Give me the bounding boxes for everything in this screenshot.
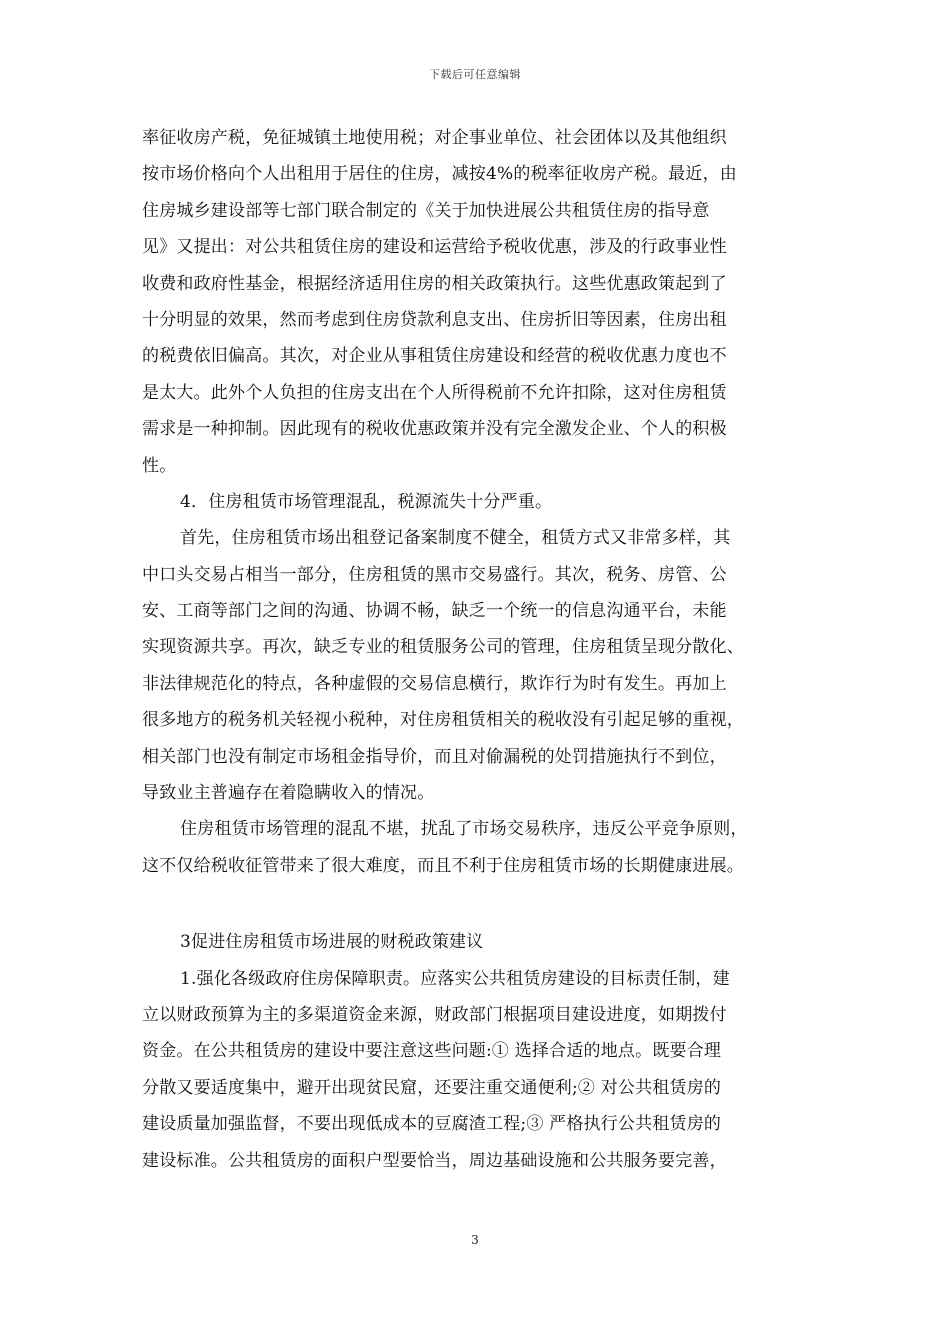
section-heading-3: 3促进住房租赁市场进展的财税政策建议 xyxy=(180,932,484,953)
section-heading-4: 4．住房租赁市场管理混乱，税源流失十分严重。 xyxy=(180,491,553,512)
text-line: 率征收房产税，免征城镇土地使用税；对企事业单位、社会团体以及其他组织 xyxy=(142,128,727,148)
text-line: 实现资源共享。再次，缺乏专业的租赁服务公司的管理，住房租赁呈现分散化、 xyxy=(142,637,744,658)
text-line: 资金。在公共租赁房的建设中要注意这些问题:① 选择合适的地点。既要合理 xyxy=(142,1041,722,1062)
paragraph-first-line: 住房租赁市场管理的混乱不堪，扰乱了市场交易秩序，违反公平竞争原则， xyxy=(180,819,748,840)
text-line: 收费和政府性基金，根据经济适用住房的相关政策执行。这些优惠政策起到了 xyxy=(142,273,727,294)
text-line: 安、工商等部门之间的沟通、协调不畅，缺乏一个统一的信息沟通平台，未能 xyxy=(142,601,727,622)
text-line: 的税费依旧偏高。其次，对企业从事租赁住房建设和经营的税收优惠力度也不 xyxy=(142,346,727,367)
page-number: 3 xyxy=(471,1233,479,1247)
text-line: 立以财政预算为主的多渠道资金来源，财政部门根据项目建设进度，如期拨付 xyxy=(142,1004,727,1025)
text-line: 建设标准。公共租赁房的面积户型要恰当，周边基础设施和公共服务要完善， xyxy=(142,1150,727,1171)
text-line: 分散又要适度集中，避开出现贫民窟，还要注重交通便利;② 对公共租赁房的 xyxy=(142,1077,722,1098)
text-line: 导致业主普遍存在着隐瞒收入的情况。 xyxy=(142,783,435,804)
text-line: 十分明显的效果，然而考虑到住房贷款利息支出、住房折旧等因素，住房出租 xyxy=(142,309,727,330)
text-line: 非法律规范化的特点，各种虚假的交易信息横行，欺诈行为时有发生。再加上 xyxy=(142,673,727,694)
text-line: 很多地方的税务机关轻视小税种，对住房租赁相关的税收没有引起足够的重视， xyxy=(142,710,744,731)
paragraph-first-line: 首先，住房租赁市场出租登记备案制度不健全，租赁方式又非常多样，其 xyxy=(180,528,731,549)
page-header-note: 下载后可任意编辑 xyxy=(429,68,521,81)
text-line: 相关部门也没有制定市场租金指导价，而且对偷漏税的处罚措施执行不到位， xyxy=(142,746,727,767)
document-body xyxy=(142,120,812,1179)
text-line: 中口头交易占相当一部分，住房租赁的黑市交易盛行。其次，税务、房管、公 xyxy=(142,564,727,585)
text-line: 需求是一种抑制。因此现有的税收优惠政策并没有完全激发企业、个人的积极 xyxy=(142,419,727,440)
paragraph-gap xyxy=(142,884,812,924)
text-line: 建设质量加强监督，不要出现低成本的豆腐渣工程;③ 严格执行公共租赁房的 xyxy=(142,1114,722,1135)
text-line: 住房城乡建设部等七部门联合制定的《关于加快进展公共租赁住房的指导意 xyxy=(142,200,710,221)
text-line: 是太大。此外个人负担的住房支出在个人所得税前不允许扣除，这对住房租赁 xyxy=(142,382,727,403)
text-line: 按市场价格向个人出租用于居住的住房，减按4%的税率征收房产税。最近，由 xyxy=(142,164,737,185)
text-line: 见》又提出：对公共租赁住房的建设和运营给予税收优惠，涉及的行政事业性 xyxy=(142,237,727,258)
paragraph-first-line: 1.强化各级政府住房保障职责。应落实公共租赁房建设的目标责任制，建 xyxy=(180,968,730,989)
text-line: 这不仅给税收征管带来了很大难度，而且不利于住房租赁市场的长期健康进展。 xyxy=(142,855,744,876)
text-line: 性。 xyxy=(142,455,177,476)
